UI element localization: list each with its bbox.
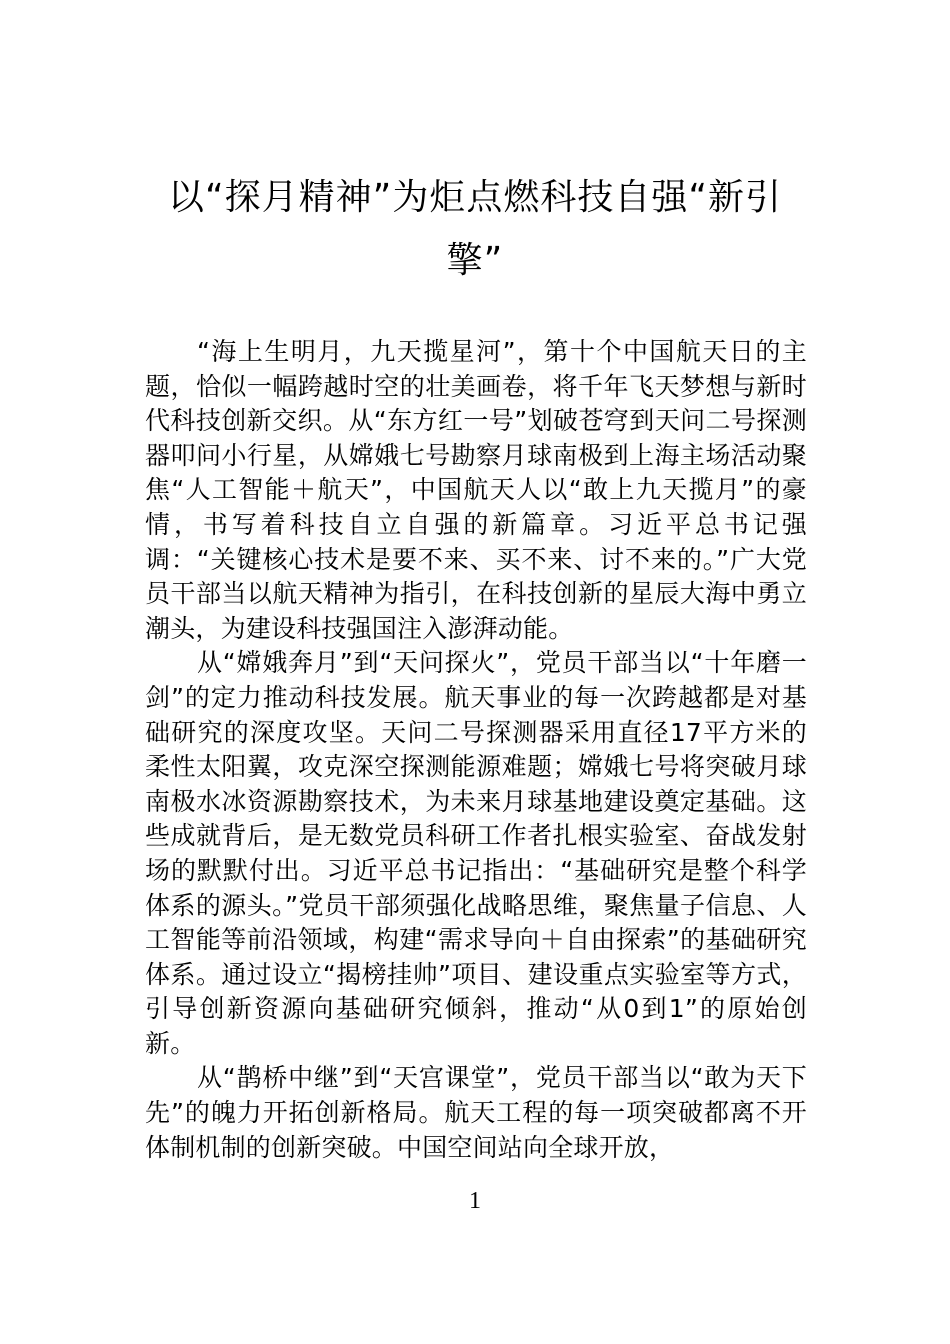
page-number: 1 <box>469 1188 481 1214</box>
document-body <box>145 335 807 1165</box>
paragraph: “海上生明月，九天揽星河”，第十个中国航天日的主题，恰似一幅跨越时空的壮美画卷，将千年飞天梦想与新时代科技创新交织。从“东方红一号”划破苍穹到天问二号探测器叩问小行星，从嫦娥七号勘察月球南极到上海主场活动聚焦“人工智能＋航天”，中国航天人以“敢上九天揽月”的豪情，书写着科技自立自强的新篇章。习近平总书记强调：“关键核心技术是要不来、买不来、讨不来的。”广大党员干部当以航天精神为指引，在科技创新的星辰大海中勇立潮头，为建设科技强国注入澎湃动能。 <box>145 337 807 643</box>
paragraph: 从“嫦娥奔月”到“天问探火”，党员干部当以“十年磨一剑”的定力推动科技发展。航天事业的每一次跨越都是对基础研究的深度攻坚。天问二号探测器采用直径17平方米的柔性太阳翼，攻克深空探测能源难题；嫦娥七号将突破月球南极水冰资源勘察技术，为未来月球基地建设奠定基础。这些成就背后，是无数党员科研工作者扎根实验室、奋战发射场的默默付出。习近平总书记指出：“基础研究是整个科学体系的源头。”党员干部须强化战略思维，聚焦量子信息、人工智能等前沿领域，构建“需求导向＋自由探索”的基础研究体系。通过设立“揭榜挂帅”项目、建设重点实验室等方式，引导创新资源向基础研究倾斜，推动“从0到1”的原始创新。 <box>145 648 807 1058</box>
paragraph: 从“鹊桥中继”到“天宫课堂”，党员干部当以“敢为天下先”的魄力开拓创新格局。航天工程的每一项突破都离不开体制机制的创新突破。中国空间站向全球开放， <box>145 1063 807 1162</box>
document-title: 以“探月精神”为炬点燃科技自强“新引擎” <box>168 177 782 281</box>
